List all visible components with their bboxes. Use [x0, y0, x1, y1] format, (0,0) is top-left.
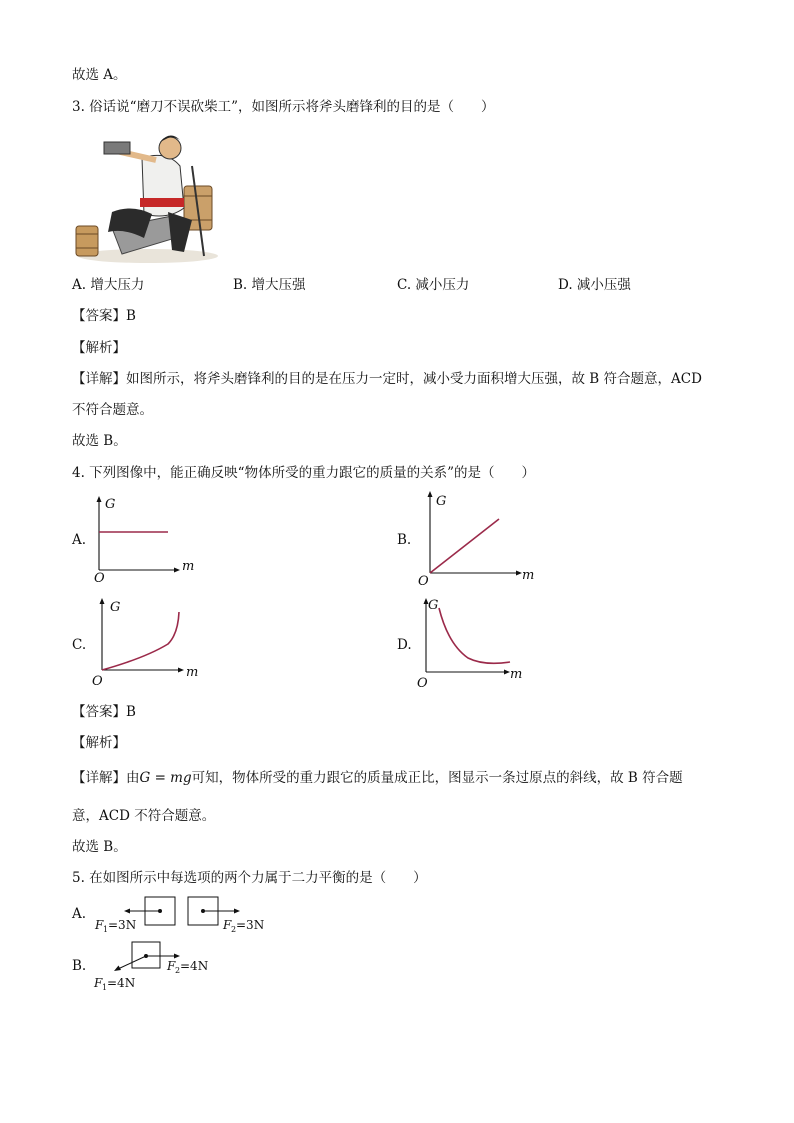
graph-a-x-label: m — [182, 559, 195, 574]
conclusion-q3: 故选 B。 — [72, 433, 127, 449]
q4-label-a: A. — [72, 532, 87, 548]
q3-option-c: C. 减小压力 — [397, 277, 470, 293]
q5-a-f1-value: =3N — [108, 918, 137, 932]
graph-b-x-label: m — [522, 568, 535, 583]
detail-q4-line2: 意，ACD 不符合题意。 — [72, 808, 216, 824]
graph-c-x-label: m — [186, 665, 199, 680]
q5-label-b: B. — [72, 958, 87, 974]
q5-label-a: A. — [72, 906, 87, 922]
graph-d — [412, 596, 532, 690]
detail-q3-line1: 【详解】如图所示，将斧头磨锋利的目的是在压力一定时，减小受力面积增大压强，故 B 符合题意，ACD — [72, 371, 702, 387]
graph-a-origin-label: O — [94, 571, 105, 586]
q5-b-f1-symbol: F — [94, 976, 103, 990]
formula-g-equals-mg: G = mg — [139, 770, 192, 786]
detail-q3-line2: 不符合题意。 — [72, 402, 153, 418]
q5-a-f2-subscript: 2 — [231, 925, 237, 934]
graph-d-origin-label: O — [417, 676, 428, 691]
q5-b-f1-subscript: 1 — [102, 983, 108, 992]
detail-q4-line1 — [72, 769, 683, 787]
graph-a-y-label: G — [105, 497, 116, 512]
detail-q4-suffix: 可知，物体所受的重力跟它的质量成正比，图显示一条过原点的斜线，故 B 符合题 — [191, 770, 683, 786]
graph-a — [90, 494, 200, 586]
conclusion-q4: 故选 B。 — [72, 839, 127, 855]
graph-d-y-label: G — [428, 598, 439, 613]
graph-b-y-label: G — [436, 494, 447, 509]
graph-b — [412, 489, 542, 589]
q5-a-f1-symbol: F — [95, 918, 104, 932]
graph-c — [90, 596, 210, 690]
q3-option-b: B. 增大压强 — [233, 277, 306, 293]
q3-option-a: A. 增大压力 — [72, 277, 145, 293]
question-3-stem: 3. 俗话说“磨刀不误砍柴工”，如图所示将斧头磨锋利的目的是（ ） — [72, 99, 495, 115]
line-answer-prev: 故选 A。 — [72, 67, 127, 83]
question-5-stem: 5. 在如图所示中每选项的两个力属于二力平衡的是（ ） — [72, 870, 427, 886]
analysis-label-q3: 【解析】 — [72, 340, 126, 356]
q5-a-f1-subscript: 1 — [103, 925, 109, 934]
q3-option-d: D. 减小压强 — [558, 277, 631, 293]
q5-b-f2-subscript: 2 — [175, 966, 181, 975]
q5-b-f1-value: =4N — [107, 976, 136, 990]
graph-b-origin-label: O — [418, 574, 429, 589]
q5-b-f2-symbol: F — [167, 959, 176, 973]
q5-diagram-b — [90, 939, 240, 995]
graph-c-origin-label: O — [92, 674, 103, 689]
answer-label-q4: 【答案】B — [72, 704, 136, 720]
answer-label-q3: 【答案】B — [72, 308, 136, 324]
q5-b-f2-value: =4N — [180, 959, 209, 973]
analysis-label-q4: 【解析】 — [72, 735, 126, 751]
q5-a-f2-value: =3N — [236, 918, 265, 932]
q4-label-d: D. — [397, 637, 412, 653]
q5-diagram-a — [90, 893, 280, 937]
q4-label-b: B. — [397, 532, 412, 548]
question-4-stem: 4. 下列图像中，能正确反映“物体所受的重力跟它的质量的关系”的是（ ） — [72, 465, 535, 481]
detail-q4-prefix: 【详解】由 — [72, 770, 140, 786]
q5-a-f2-symbol: F — [223, 918, 232, 932]
graph-c-y-label: G — [110, 600, 121, 615]
axe-sharpening-illustration — [72, 128, 224, 266]
graph-d-x-label: m — [510, 667, 523, 682]
q4-label-c: C. — [72, 637, 87, 653]
